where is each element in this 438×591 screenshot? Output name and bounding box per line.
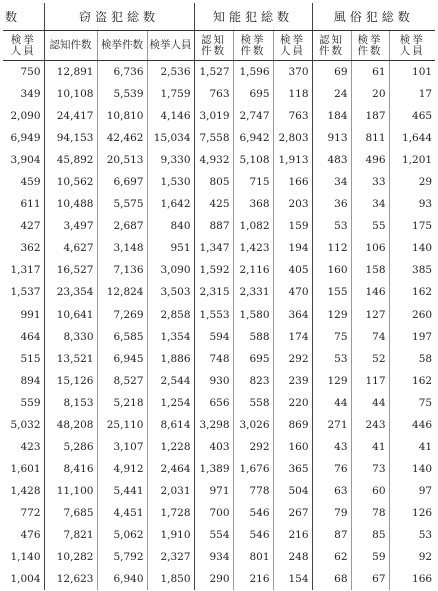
table-cell: 504 [273,480,312,502]
table-cell: 155 [312,281,351,303]
table-cell: 1,642 [147,193,194,215]
table-cell: 24,417 [44,105,97,127]
table-cell: 117 [351,370,389,392]
table-cell: 6,697 [97,171,147,193]
table-cell: 869 [273,414,312,436]
table-cell: 220 [273,392,312,414]
table-row [3,215,435,237]
table-cell: 763 [194,83,233,105]
table-cell: 840 [147,215,194,237]
table-cell: 1,140 [3,546,44,568]
table-cell: 425 [194,193,233,215]
table-cell: 92 [418,551,433,564]
table-cell: 403 [194,436,233,458]
table-cell: 290 [194,568,233,590]
table-cell: 5,792 [97,546,147,568]
table-cell: 67 [351,568,389,590]
table-cell: 12,623 [44,568,97,590]
table-cell: 166 [412,573,433,586]
table-cell: 470 [273,281,312,303]
table-cell: 750 [3,61,44,84]
table-cell: 496 [351,149,389,171]
table-cell: 29 [418,176,433,189]
table-cell: 154 [273,568,312,590]
table-cell: 951 [147,237,194,259]
table-cell: 13,521 [44,348,97,370]
table-cell: 12,824 [97,281,147,303]
table-cell: 78 [351,502,389,524]
table-cell: 656 [194,392,233,414]
table-cell: 2,687 [97,215,147,237]
table-cell: 12,891 [44,61,97,84]
table-cell: 1,728 [147,502,194,524]
table-cell: 6,949 [3,127,44,149]
table-cell: 239 [273,370,312,392]
table-cell: 2,315 [194,281,233,303]
header-arrests-persons-0: 検挙 人員 [3,31,44,61]
table-row [3,458,435,480]
table-cell: 1,527 [194,61,233,84]
table-cell: 1,228 [147,436,194,458]
table-cell: 6,942 [233,127,273,149]
table-cell: 405 [273,259,312,281]
table-cell: 4,627 [44,237,97,259]
table-cell: 1,354 [147,326,194,348]
table-cell: 74 [351,326,389,348]
table-cell: 4,912 [97,458,147,480]
table-cell: 33 [351,171,389,193]
table-row [3,414,435,436]
table-cell: 8,614 [147,414,194,436]
table-cell: 2,747 [233,105,273,127]
table-cell: 423 [3,436,44,458]
table-cell: 370 [273,61,312,84]
table-cell: 5,575 [97,193,147,215]
table-cell: 611 [3,193,44,215]
table-cell: 10,641 [44,304,97,326]
table-cell: 126 [412,506,433,519]
table-cell: 75 [418,396,433,409]
table-cell: 166 [273,171,312,193]
header-recognized-cases-intellectual: 認知 件数 [194,31,233,61]
table-row [3,502,435,524]
table-cell: 73 [351,458,389,480]
table-cell: 1,596 [233,61,273,84]
table-cell: 59 [351,546,389,568]
table-cell: 129 [312,370,351,392]
table-cell: 1,082 [233,215,273,237]
table-cell: 216 [233,568,273,590]
table-cell: 175 [412,220,433,233]
table-cell: 6,736 [97,61,147,84]
table-cell: 106 [351,237,389,259]
table-cell: 5,108 [233,149,273,171]
table-cell: 349 [3,83,44,105]
table-cell: 559 [3,392,44,414]
table-cell: 894 [3,370,44,392]
header-group-intellectual: 知能犯総数 [194,3,312,31]
table-cell: 5,441 [97,480,147,502]
table-cell: 53 [312,215,351,237]
table-cell: 3,019 [194,105,233,127]
table-cell: 118 [273,83,312,105]
table-cell: 887 [194,215,233,237]
table-cell: 58 [418,352,433,365]
table-cell: 805 [194,171,233,193]
table-cell: 934 [194,546,233,568]
header-arrests-persons-intellectual: 検挙 人員 [273,31,312,61]
table-cell: 24 [312,83,351,105]
table-cell: 5,286 [44,436,97,458]
table-cell: 55 [351,215,389,237]
table-cell: 546 [233,502,273,524]
table-cell: 20,513 [97,149,147,171]
table-cell: 9,330 [147,149,194,171]
table-cell: 1,537 [3,281,44,303]
table-row [3,524,435,546]
table-cell: 75 [312,326,351,348]
table-cell: 1,601 [3,458,44,480]
table-cell: 11,100 [44,480,97,502]
table-cell: 25,110 [97,414,147,436]
table-cell: 7,136 [97,259,147,281]
table-cell: 1,910 [147,524,194,546]
table-cell: 15,034 [147,127,194,149]
table-cell: 15,126 [44,370,97,392]
table-cell: 1,347 [194,237,233,259]
header-group-morals: 風俗犯総数 [312,3,435,31]
table-row [3,193,435,215]
table-cell: 483 [312,149,351,171]
table-cell: 1,580 [233,304,273,326]
header-arrests-persons-morals: 検挙 人員 [389,31,435,61]
table-cell: 365 [273,458,312,480]
table-cell: 10,810 [97,105,147,127]
table-row [3,304,435,326]
table-cell: 446 [412,418,433,431]
table-cell: 2,031 [147,480,194,502]
table-cell: 7,685 [44,502,97,524]
header-group-theft: 窃盗犯総数 [44,3,194,31]
table-cell: 3,503 [147,281,194,303]
table-cell: 52 [351,348,389,370]
table-cell: 1,592 [194,259,233,281]
header-cleared-cases-theft: 検挙件数 [97,31,147,61]
table-cell: 700 [194,502,233,524]
table-cell: 465 [412,110,433,123]
table-cell: 971 [194,480,233,502]
table-header [3,3,435,61]
table-cell: 1,644 [402,132,433,145]
table-cell: 763 [273,105,312,127]
table-cell: 76 [312,458,351,480]
table-cell: 203 [273,193,312,215]
header-recognized-cases-morals: 認知 件数 [312,31,351,61]
table-cell: 17 [418,88,433,101]
table-cell: 146 [351,281,389,303]
table-cell: 4,932 [194,149,233,171]
table-cell: 385 [412,264,433,277]
table-cell: 243 [351,414,389,436]
table-cell: 2,327 [147,546,194,568]
table-cell: 772 [3,502,44,524]
table-cell: 8,153 [44,392,97,414]
table-cell: 43 [312,436,351,458]
table-cell: 53 [312,348,351,370]
table-cell: 292 [233,436,273,458]
table-cell: 2,803 [273,127,312,149]
table-cell: 44 [312,392,351,414]
table-cell: 260 [412,308,433,321]
table-cell: 1,850 [147,568,194,590]
table-row [3,105,435,127]
table-cell: 16,527 [44,259,97,281]
table-cell: 34 [312,171,351,193]
table-cell: 2,536 [147,61,194,84]
table-cell: 1,201 [402,154,433,167]
table-cell: 3,904 [3,149,44,171]
table-cell: 41 [351,436,389,458]
table-row [3,546,435,568]
table-cell: 5,032 [3,414,44,436]
table-cell: 97 [418,484,433,497]
table-cell: 930 [194,370,233,392]
table-cell: 174 [273,326,312,348]
table-cell: 8,416 [44,458,97,480]
table-cell: 7,269 [97,304,147,326]
table-cell: 588 [233,326,273,348]
table-cell: 158 [351,259,389,281]
table-cell: 3,298 [194,414,233,436]
table-cell: 53 [418,529,433,541]
table-cell: 594 [194,326,233,348]
table-cell: 778 [233,480,273,502]
header-group-count: 数 [3,3,44,31]
table-cell: 2,544 [147,370,194,392]
table-cell: 2,464 [147,458,194,480]
table-cell: 140 [412,462,433,475]
table-cell: 368 [233,193,273,215]
table-cell: 20 [351,83,389,105]
header-arrests-persons-theft: 検挙人員 [147,31,194,61]
table-cell: 140 [412,242,433,255]
table-cell: 1,759 [147,83,194,105]
table-cell: 464 [3,326,44,348]
table-cell: 87 [312,524,351,546]
table-row [3,348,435,370]
table-cell: 1,254 [147,392,194,414]
table-cell: 10,488 [44,193,97,215]
table-cell: 515 [3,348,44,370]
table-cell: 6,940 [97,568,147,590]
table-cell: 2,090 [3,105,44,127]
table-cell: 1,317 [3,259,44,281]
table-cell: 3,026 [233,414,273,436]
table-cell: 1,886 [147,348,194,370]
table-cell: 5,062 [97,524,147,546]
table-cell: 2,858 [147,304,194,326]
table-cell: 162 [412,374,433,387]
table-cell: 1,913 [273,149,312,171]
table-row [3,281,435,303]
table-cell: 94,153 [44,127,97,149]
table-cell: 10,282 [44,546,97,568]
table-cell: 715 [233,171,273,193]
table-row [3,370,435,392]
table-cell: 695 [233,83,273,105]
table-cell: 5,218 [97,392,147,414]
table-cell: 292 [273,348,312,370]
table-cell: 1,553 [194,304,233,326]
header-cleared-cases-morals: 検挙 件数 [351,31,389,61]
table-cell: 34 [351,193,389,215]
table-body [3,61,435,591]
table-cell: 1,004 [3,568,44,590]
table-cell: 41 [418,440,433,453]
table-cell: 459 [3,171,44,193]
table-cell: 3,090 [147,259,194,281]
table-cell: 85 [351,524,389,546]
table-cell: 127 [351,304,389,326]
table-cell: 2,331 [233,281,273,303]
table-cell: 7,821 [44,524,97,546]
table-cell: 554 [194,524,233,546]
table-cell: 7,558 [194,127,233,149]
table-cell: 6,585 [97,326,147,348]
table-cell: 558 [233,392,273,414]
table-cell: 1,428 [3,480,44,502]
table-cell: 159 [273,215,312,237]
table-cell: 2,116 [233,259,273,281]
table-cell: 23,354 [44,281,97,303]
table-cell: 160 [312,259,351,281]
table-cell: 61 [351,61,389,84]
table-row [3,436,435,458]
table-cell: 184 [312,105,351,127]
table-cell: 1,530 [147,171,194,193]
table-cell: 811 [351,127,389,149]
table-cell: 10,562 [44,171,97,193]
table-row [3,149,435,171]
table-cell: 162 [412,286,433,299]
table-cell: 129 [312,304,351,326]
table-cell: 476 [3,524,44,546]
header-cleared-cases-intellectual: 検挙 件数 [233,31,273,61]
table-row [3,171,435,193]
table-cell: 36 [312,193,351,215]
table-cell: 695 [233,348,273,370]
table-cell: 112 [312,237,351,259]
table-cell: 248 [273,546,312,568]
table-cell: 427 [3,215,44,237]
table-cell: 197 [412,330,433,343]
table-cell: 364 [273,304,312,326]
table-cell: 69 [312,61,351,84]
table-cell: 10,108 [44,83,97,105]
table-row [3,237,435,259]
header-recognized-cases-theft: 認知件数 [44,31,97,61]
table-cell: 8,330 [44,326,97,348]
table-cell: 3,148 [97,237,147,259]
table-cell: 8,527 [97,370,147,392]
table-row [3,259,435,281]
table-cell: 6,945 [97,348,147,370]
table-cell: 62 [312,546,351,568]
table-cell: 1,389 [194,458,233,480]
table-cell: 4,146 [147,105,194,127]
table-cell: 1,676 [233,458,273,480]
table-cell: 823 [233,370,273,392]
table-row [3,568,435,590]
table-cell: 1,423 [233,237,273,259]
table-cell: 271 [312,414,351,436]
table-cell: 3,497 [44,215,97,237]
table-cell: 93 [418,198,433,211]
table-row [3,326,435,348]
table-cell: 160 [273,436,312,458]
table-cell: 194 [273,237,312,259]
table-cell: 44 [351,392,389,414]
table-row [3,392,435,414]
crime-statistics-table [3,3,435,590]
table-cell: 801 [233,546,273,568]
table-cell: 45,892 [44,149,97,171]
table-cell: 48,208 [44,414,97,436]
table-cell: 60 [351,480,389,502]
table-cell: 991 [3,304,44,326]
table-cell: 362 [3,237,44,259]
table-cell: 913 [312,127,351,149]
table-cell: 101 [412,66,433,79]
table-cell: 748 [194,348,233,370]
table-cell: 3,107 [97,436,147,458]
table-cell: 187 [351,105,389,127]
table-cell: 63 [312,480,351,502]
table-cell: 216 [273,524,312,546]
table-cell: 546 [233,524,273,546]
table-row [3,83,435,105]
table-row [3,127,435,149]
table-cell: 42,462 [97,127,147,149]
table-row [3,61,435,84]
table-cell: 68 [312,568,351,590]
table-cell: 79 [312,502,351,524]
table-cell: 267 [273,502,312,524]
table-row [3,480,435,502]
table-cell: 4,451 [97,502,147,524]
table-cell: 5,539 [97,83,147,105]
